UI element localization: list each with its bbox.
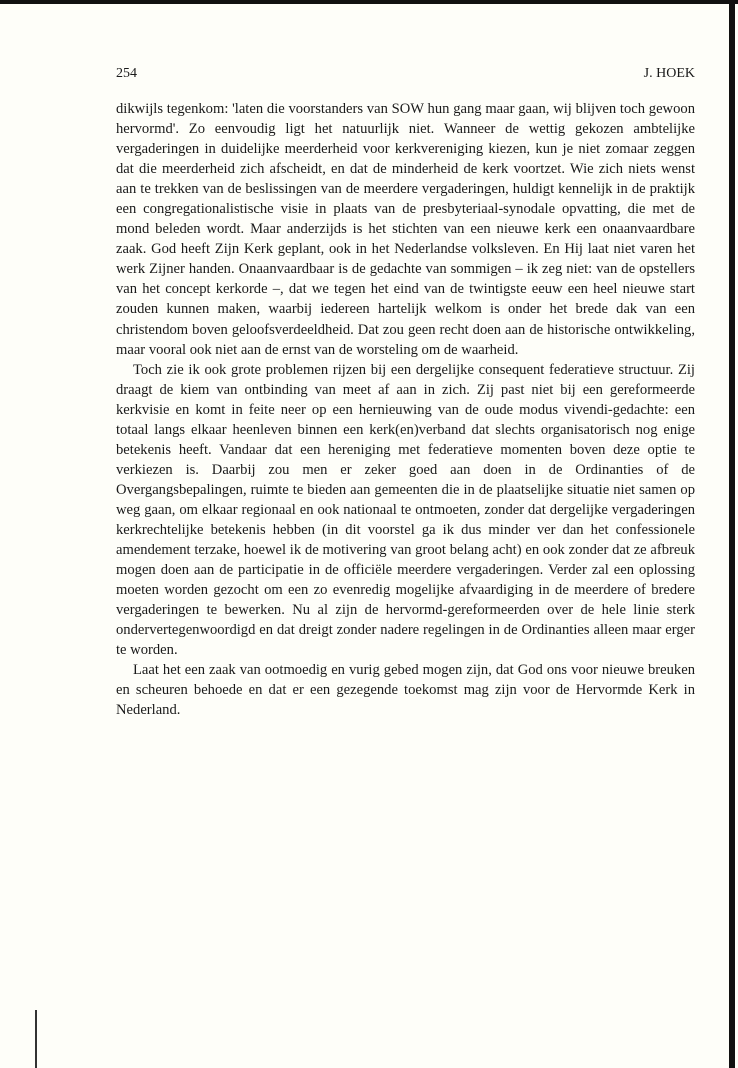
scan-right-border [729, 0, 735, 1068]
running-header [116, 66, 695, 86]
paragraph: Laat het een zaak van ootmoedig en vurig gebed mogen zijn, dat God ons voor nieuwe breuken en scheuren behoede en dat er een gezegende toekomst mag zijn voor de Hervormde Kerk in Nederland. [116, 662, 695, 719]
scan-edge-mark [35, 1010, 37, 1068]
running-author: J. HOEK [643, 66, 695, 81]
body-text [116, 99, 695, 720]
paragraph: Toch zie ik ook grote problemen rijzen bij een dergelijke consequent federatieve structuur. Zij draagt de kiem van ontbinding van meet af aan in zich. Zij past niet bij een gereformeerde kerkvisie en komt in feite neer op een hernieuwing van de oude modus vivendi-gedachte: een totaal langs elkaar heenleven binnen een kerk(en)verband dat slechts organisatorisch nog enige betekenis heeft. Vandaar dat een hereniging met federatieve momenten boven deze optie te verkiezen is. Daarbij zou men er zeker goed aan doen in de Ordinanties of de Overgangsbepalingen, ruimte te bieden aan gemeenten die in de plaatselijke situatie niet samen op weg gaan, om elkaar regionaal en ook nationaal te ontmoeten, zonder dat dergelijke vergaderingen kerkrechtelijke betekenis hebben (in dit voorstel ga ik dus minder ver dan het confessionele amendement terzake, hoewel ik de motivering van groot belang acht) en ook zonder dat ze afbreuk mogen doen aan de participatie in de officiële meerdere vergaderingen. Verder zal een oplossing moeten worden gezocht om een zo evenredig mogelijke afvaardiging in de meerdere of bredere vergaderingen te bewerken. Nu al zijn de hervormd-gereformeerden over de hele linie sterk ondervertegenwoordigd en dat dreigt zonder nadere regelingen in de Ordinanties alleen maar erger te worden. [116, 361, 695, 659]
page-number: 254 [116, 66, 137, 81]
scan-top-border [0, 0, 738, 4]
paragraph: dikwijls tegenkom: 'laten die voorstanders van SOW hun gang maar gaan, wij blijven toch gewoon hervormd'. Zo eenvoudig ligt het natuurlijk niet. Wanneer de wettig gekozen ambtelijke vergaderingen in duidelijke meerderheid voor kerkvereniging kiezen, kun je niet zomaar zeggen dat die meerderheid zich afscheidt, en dat de minderheid de kerk voortzet. Wie zich niets wenst aan te trekken van de beslissingen van de meerdere vergaderingen, huldigt kennelijk in de praktijk een congregationalistische visie in plaats van de presbyteriaal-synodale opvatting, die met de mond beleden wordt. Maar anderzijds is het stichten van een nieuwe kerk een onaanvaardbare zaak. God heeft Zijn Kerk geplant, ook in het Nederlandse volksleven. En Hij laat niet varen het werk Zijner handen. Onaanvaardbaar is de gedachte van sommigen – ik zeg niet: van de opstellers van het concept kerkorde –, dat we tegen het eind van de twintigste eeuw een heel nieuwe start zouden kunnen maken, waarbij iedereen hartelijk welkom is onder het brede dak van een christendom boven geloofsverdeeldheid. Dat zou geen recht doen aan de historische ontwikkeling, maar vooral ook niet aan de ernst van de worsteling om de waarheid. [116, 101, 695, 358]
